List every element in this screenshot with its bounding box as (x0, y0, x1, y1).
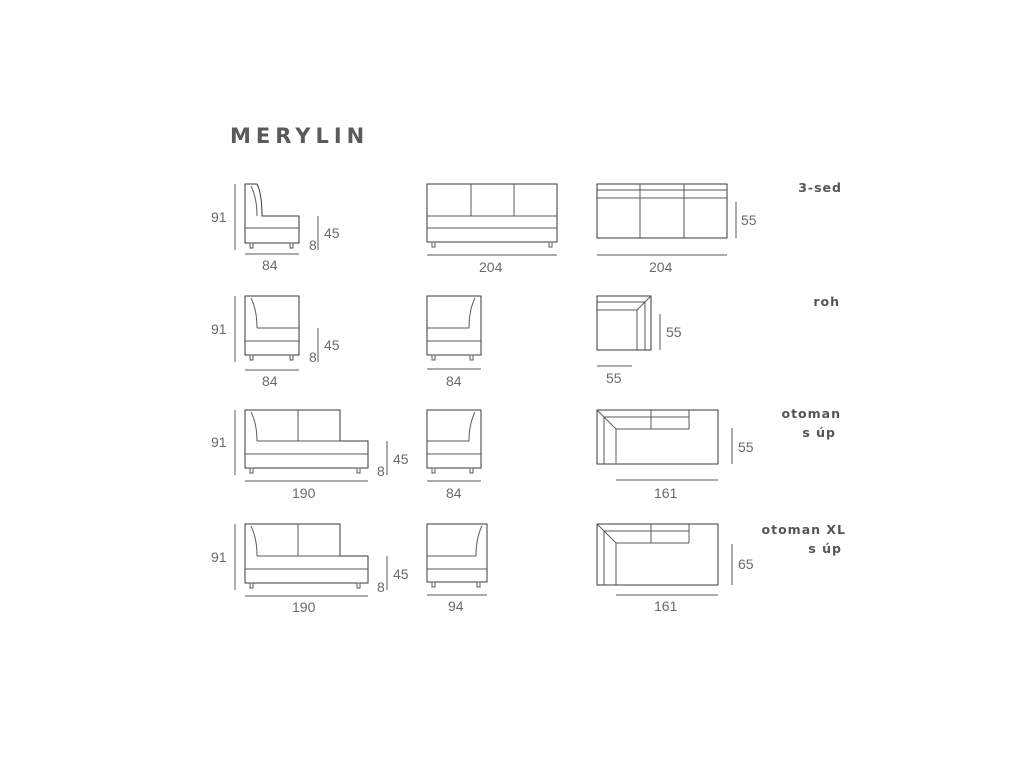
top-view-otoman (597, 410, 718, 464)
top-depth-otoman: 55 (738, 439, 754, 455)
leg-height-3-sed: 8 (309, 237, 317, 253)
front-view-3-sed (427, 184, 557, 247)
seat-height-3-sed: 45 (324, 225, 340, 241)
side-depth-otoman: 190 (292, 485, 316, 501)
label-otoman-xl-line1: otoman XL (761, 522, 846, 537)
side-depth-roh: 84 (262, 373, 278, 389)
row-roh (211, 294, 840, 389)
side-height-3-sed: 91 (211, 209, 227, 225)
side-depth-3-sed: 84 (262, 257, 278, 273)
side-height-roh: 91 (211, 321, 227, 337)
top-width-otoman-xl: 161 (654, 598, 678, 614)
front-view-roh (427, 296, 481, 360)
seat-height-roh: 45 (324, 337, 340, 353)
top-depth-3-sed: 55 (741, 212, 757, 228)
side-view-roh (245, 296, 299, 360)
product-title: MERYLIN (230, 124, 370, 148)
row-otoman-xl (211, 522, 846, 615)
side-height-otoman-xl: 91 (211, 549, 227, 565)
seat-height-otoman: 45 (393, 451, 409, 467)
top-width-otoman: 161 (654, 485, 678, 501)
label-otoman-line2: s úp (802, 425, 836, 440)
side-height-otoman: 91 (211, 434, 227, 450)
front-width-roh: 84 (446, 373, 462, 389)
row-otoman (211, 406, 841, 501)
side-view-3-sed (245, 184, 299, 248)
row-3-sed (211, 180, 842, 275)
top-view-otoman-xl (597, 524, 718, 585)
top-view-3-sed (597, 184, 727, 238)
side-view-otoman (245, 410, 368, 473)
front-view-otoman (427, 410, 481, 473)
leg-height-roh: 8 (309, 349, 317, 365)
top-width-roh: 55 (606, 370, 622, 386)
side-depth-otoman-xl: 190 (292, 599, 316, 615)
front-width-otoman: 84 (446, 485, 462, 501)
front-view-otoman-xl (427, 524, 487, 587)
front-width-otoman-xl: 94 (448, 598, 464, 614)
label-3-sed-line1: 3-sed (798, 180, 842, 195)
top-width-3-sed: 204 (649, 259, 673, 275)
label-otoman-line1: otoman (781, 406, 841, 421)
side-view-otoman-xl (245, 524, 368, 588)
label-roh-line1: roh (813, 294, 840, 309)
leg-height-otoman: 8 (377, 463, 385, 479)
top-depth-otoman-xl: 65 (738, 556, 754, 572)
top-view-roh (597, 296, 651, 350)
front-width-3-sed: 204 (479, 259, 503, 275)
seat-height-otoman-xl: 45 (393, 566, 409, 582)
top-depth-roh: 55 (666, 324, 682, 340)
leg-height-otoman-xl: 8 (377, 579, 385, 595)
label-otoman-xl-line2: s úp (808, 541, 842, 556)
